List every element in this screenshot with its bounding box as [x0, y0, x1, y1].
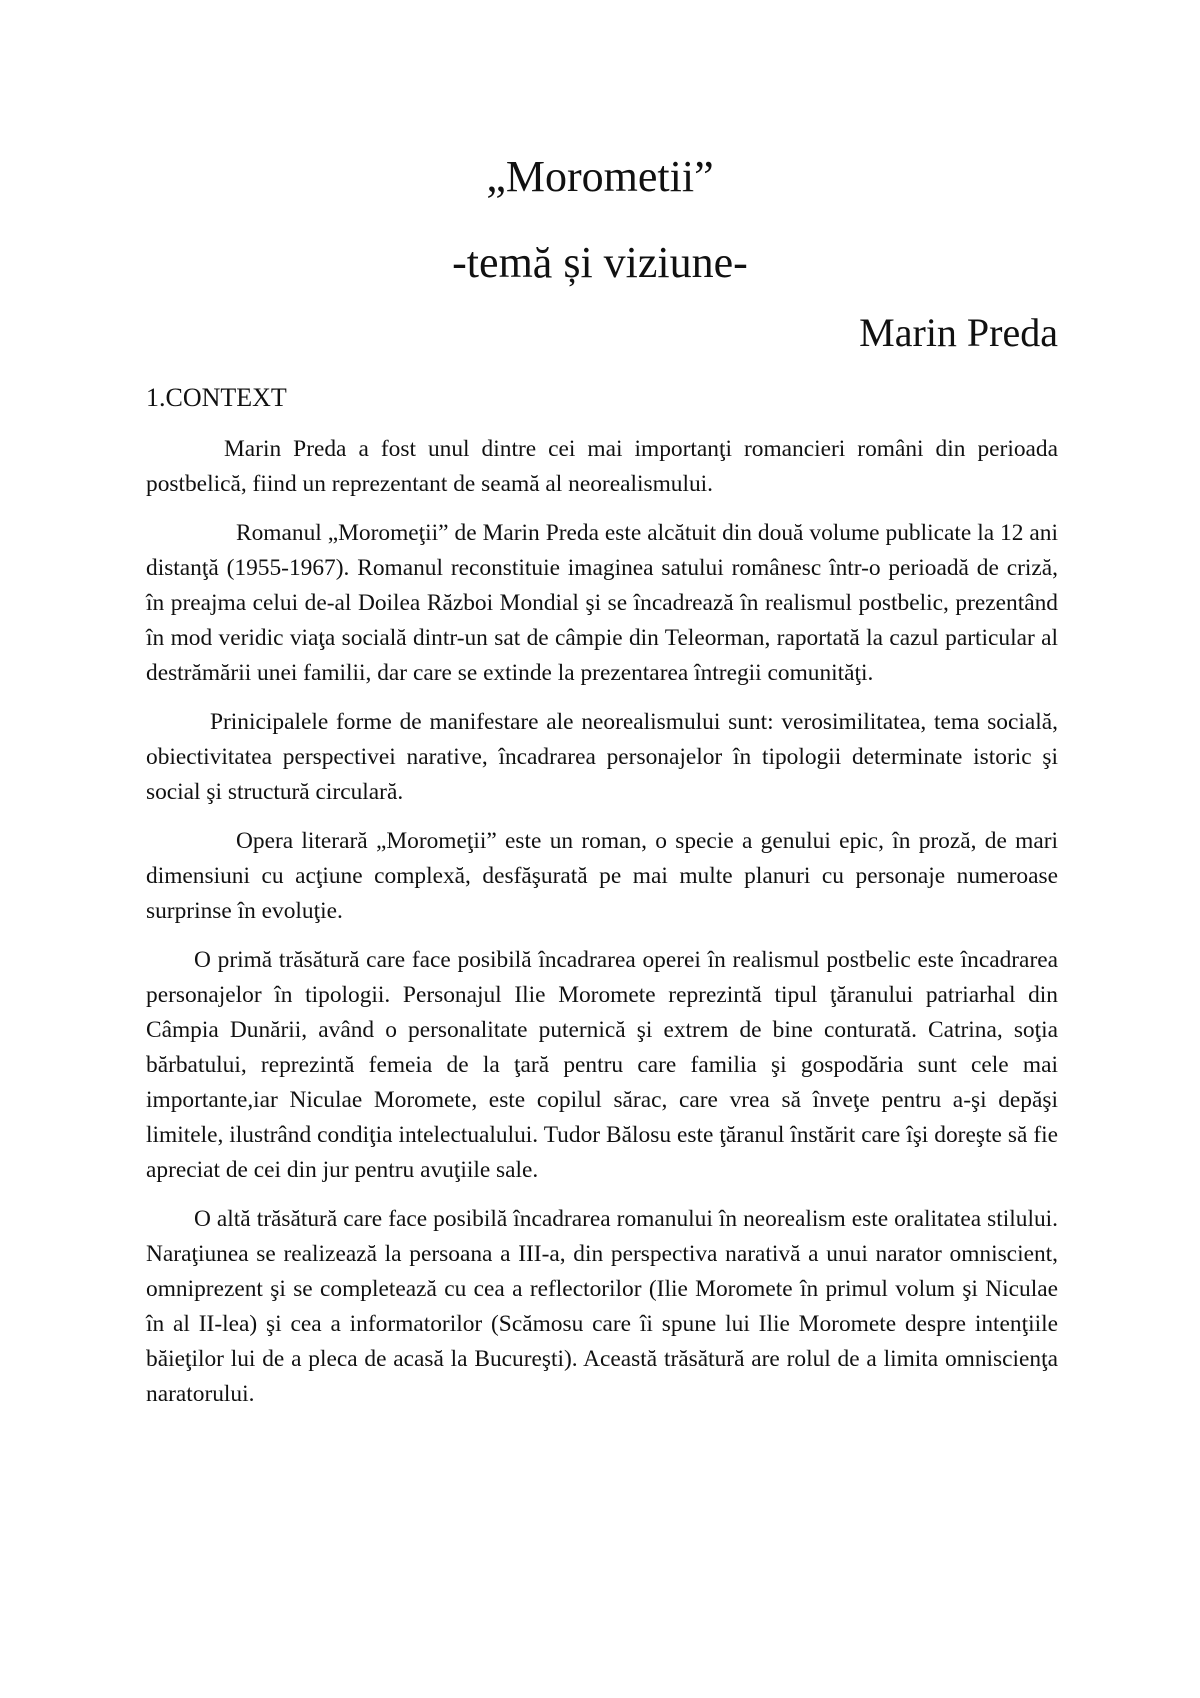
author-name: Marin Preda [859, 310, 1058, 355]
document-title: „Morometii” [486, 152, 714, 201]
paragraph-4: Opera literară „Moromeţii” este un roman, o specie a genului epic, în proză, de mari dimensiuni cu acţiune complexă, desfăşurată pe mai multe planuri cu personaje numeroase surprinse în evoluţie. [146, 828, 1058, 924]
paragraph-1: Marin Preda a fost unul dintre cei mai importanţi romancieri români din perioada postbelică, fiind un reprezentant de seamă al neorealismului. [146, 436, 1058, 497]
body-text [146, 432, 1058, 1426]
paragraph-2: Romanul „Moromeţii” de Marin Preda este alcătuit din două volume publicate la 12 ani distanţă (1955-1967). Romanul reconstituie imaginea satului românesc într-o perioadă de criză, în preajma celui de-al Doilea Război Mondial şi se încadrează în realismul postbelic, prezentând în mod veridic viaţa socială dintr-un sat de câmpie din Teleorman, raportată la cazul particular al destrămării unei familii, dar care se extinde la prezentarea întregii comunităţi. [146, 520, 1058, 686]
paragraph-5: O primă trăsătură care face posibilă încadrarea operei în realismul postbelic este încadrarea personajelor în tipologii. Personajul Ilie Moromete reprezintă tipul ţăranului patriarhal din Câmpia Dunării, având o personalitate puternică şi extrem de bine conturată. Catrina, soţia bărbatului, reprezintă femeia de la ţară pentru care familia şi gospodăria sunt cele mai importante,iar Niculae Moromete, este copilul sărac, care vrea să înveţe pentru a-şi depăşi limitele, ilustrând condiţia intelectualului. Tudor Bălosu este ţăranul înstărit care îşi doreşte să fie apreciat de cei din jur pentru avuţiile sale. [146, 947, 1058, 1183]
document-subtitle: -temă și viziune- [452, 238, 748, 287]
paragraph-3: Prinicipalele forme de manifestare ale neorealismului sunt: verosimilitatea, tema socială, obiectivitatea perspectivei narative, încadrarea personajelor în tipologii determinate istoric şi social şi structură circulară. [146, 709, 1058, 805]
paragraph-6: O altă trăsătură care face posibilă încadrarea romanului în neorealism este oralitatea stilului. Naraţiunea se realizează la persoana a III-a, din perspectiva narativă a unui narator omniscient, omniprezent şi se completează cu cea a reflectorilor (Ilie Moromete în primul volum şi Niculae în al II-lea) şi cea a informatorilor (Scămosu care îi spune lui Ilie Moromete despre intenţiile băieţilor lui de a pleca de acasă la Bucureşti). Această trăsătură are rolul de a limita omniscienţa naratorului. [146, 1206, 1058, 1407]
section-heading: 1.CONTEXT [146, 383, 287, 412]
